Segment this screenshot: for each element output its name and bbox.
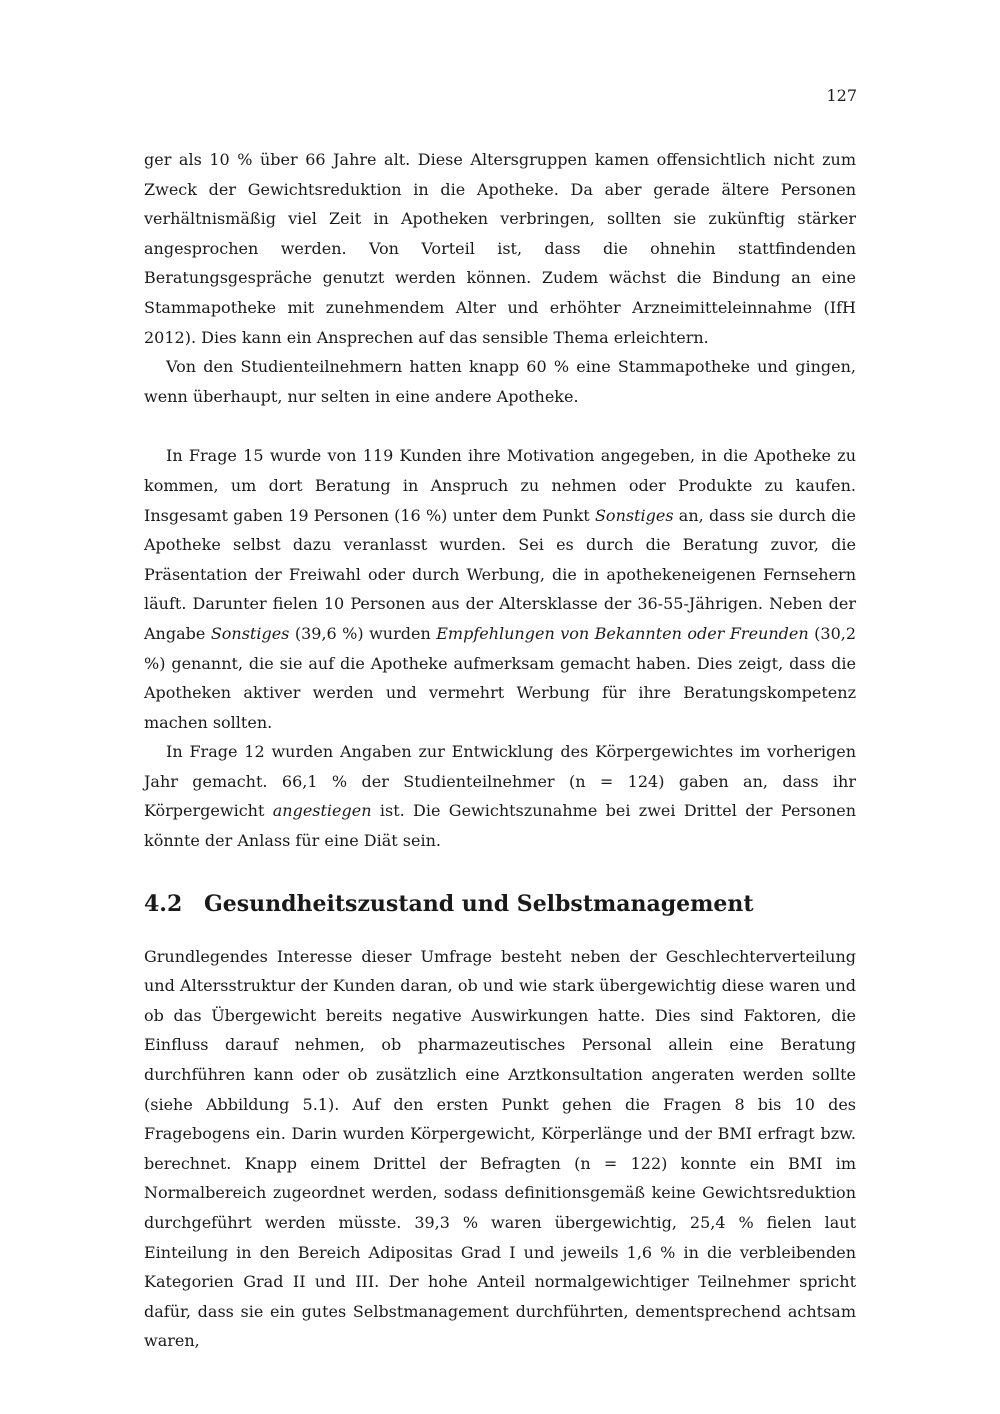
paragraph-4: In Frage 12 wurden Angaben zur Entwicklung des Körpergewichtes im vorherigen Jahr gemacht. 66,1 % der Studienteilnehmer (n = 124) gaben an, dass ihr Körpergewicht angestiegen ist. Die Gewichtszunahme bei zwei Drittel der Personen könnte der Anlass für eine Diät sein.	[144, 742, 857, 851]
emphasis-angestiegen: angestiegen	[272, 801, 372, 821]
emphasis-empfehlungen: Empfehlungen von Bekannten oder Freunden	[436, 623, 809, 643]
section-number: 4.2	[144, 890, 183, 917]
section-heading-wrap	[144, 890, 856, 918]
paragraph-3: In Frage 15 wurde von 119 Kunden ihre Motivation angegeben, in die Apotheke zu kommen, um dort Beratung in Anspruch zu nehmen oder Produkte zu kaufen. Insgesamt gaben 19 Personen (16 %) unter dem Punkt Sonstiges an, dass sie durch die Apotheke selbst dazu veranlasst wurden. Sei es durch die Beratung zuvor, die Präsentation der Freiwahl oder durch Werbung, die in apothekeneigenen Fernsehern läuft. Darunter fielen 10 Personen aus der Altersklasse der 36-55-Jährigen. Neben der Angabe Sonstiges (39,6 %) wurden Empfehlungen von Bekannten oder Freunden (30,2 %) genannt, die sie auf die Apotheke aufmerksam gemacht haben. Dies zeigt, dass die Apotheken aktiver werden und vermehrt Werbung für ihre Beratungskompetenz machen sollten.	[144, 446, 857, 732]
paragraph-5: Grundlegendes Interesse dieser Umfrage besteht neben der Geschlechterverteilung und Altersstruktur der Kunden daran, ob und wie stark übergewichtig diese waren und ob das Übergewicht bereits negative Auswirkungen hatte. Dies sind Faktoren, die Einfluss darauf nehmen, ob pharmazeutisches Personal allein eine Beratung durchführen kann oder ob zusätzlich eine Arztkonsultation angeraten werden sollte (siehe Abbildung 5.1). Auf den ersten Punkt gehen die Fragen 8 bis 10 des Fragebogens ein. Darin wurden Körpergewicht, Körperlänge und der BMI erfragt bzw. berechnet. Knapp einem Drittel der Befragten (n = 122) konnte ein BMI im Normalbereich zugeordnet werden, sodass definitionsgemäß keine Gewichtsreduktion durchgeführt werden müsste. 39,3 % waren übergewichtig, 25,4 % fielen laut Einteilung in den Bereich Adipositas Grad I und jeweils 1,6 % in die verbleibenden Kategorien Grad II und III. Der hohe Anteil normalgewichtiger Teilnehmer spricht dafür, dass sie ein gutes Selbstmanagement durchführten, dementsprechend achtsam waren,	[144, 946, 856, 1351]
paragraph-1: ger als 10 % über 66 Jahre alt. Diese Altersgruppen kamen offensichtlich nicht zum Zweck der Gewichtsreduktion in die Apotheke. Da aber gerade ältere Personen verhältnismäßig viel Zeit in Apotheken verbringen, sollten sie zukünftig stärker angesprochen werden. Von Vorteil ist, dass die ohnehin stattfindenden Beratungsgespräche genutzt werden können. Zudem wächst die Bindung an eine Stammapotheke mit zunehmendem Alter und erhöhter Arzneimitteleinnahme (IfH 2012). Dies kann ein Ansprechen auf das sensible Thema erleichtern.	[144, 150, 856, 347]
page-number: 127	[826, 86, 857, 105]
section-title: Gesundheitszustand und Selbstmanagement	[204, 890, 754, 917]
emphasis-sonstiges: Sonstiges	[594, 505, 674, 525]
emphasis-sonstiges-2: Sonstiges	[210, 623, 290, 643]
paragraph-gap	[144, 411, 856, 441]
paragraph-2: Von den Studienteilnehmern hatten knapp 60 % eine Stammapotheke und gingen, wenn überhaupt, nur selten in eine andere Apotheke.	[144, 357, 856, 406]
section-heading	[144, 890, 856, 918]
page-body	[144, 145, 856, 1356]
